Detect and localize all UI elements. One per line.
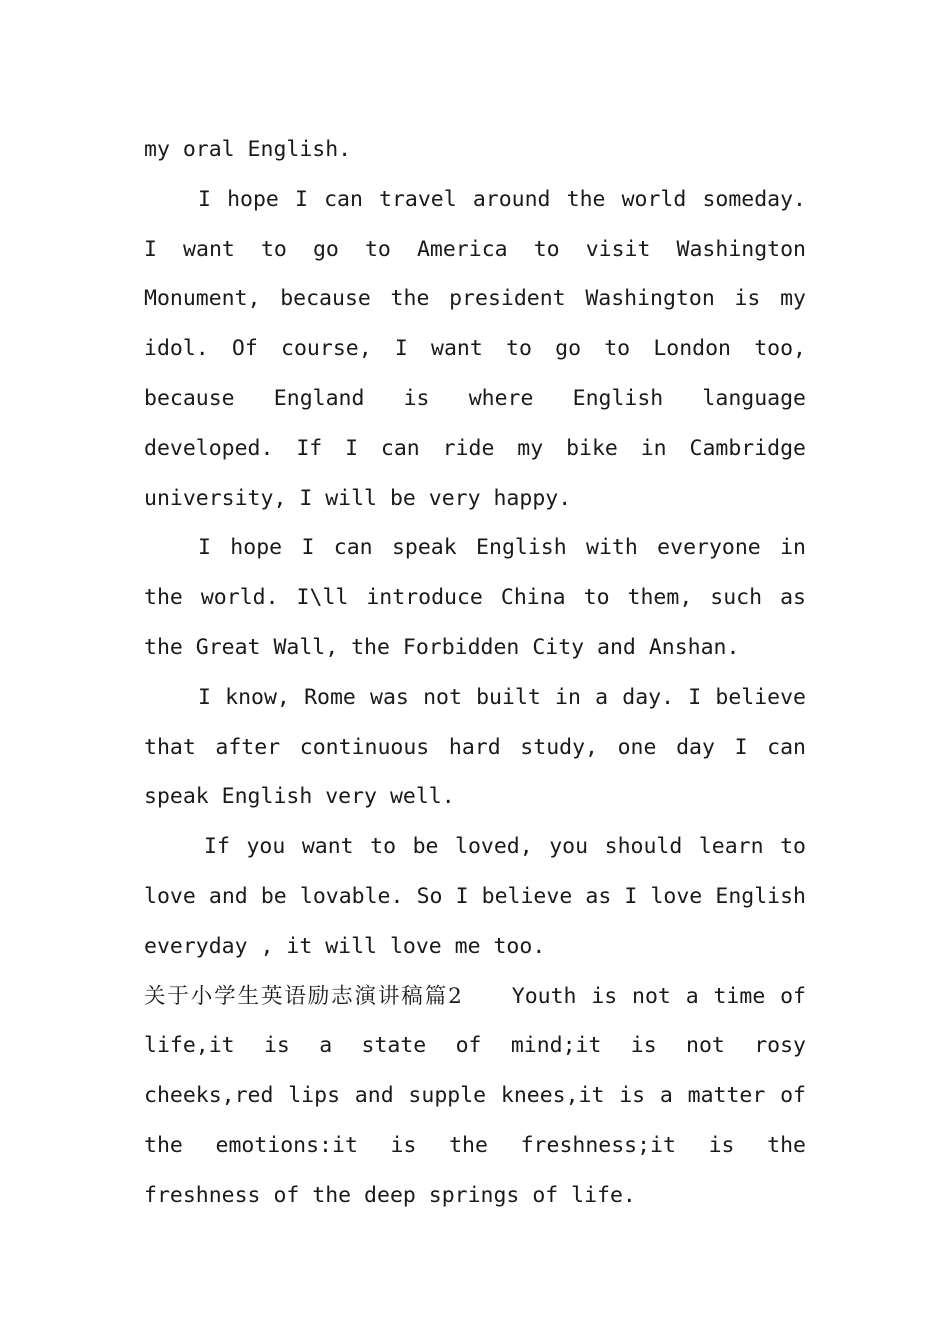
paragraph-travel: I hope I can travel around the world someday. I want to go to America to visit Washington Monument, because the president Washington is my idol. Of course, I want to go to London too, because England is where English language developed. If I can ride my bike in Cambridge university, I will be very happy. (144, 186, 806, 511)
paragraph-continuation: my oral English. (144, 137, 352, 162)
paragraph-loved: If you want to be loved, you should learn to love and be lovable. So I believe as I love English everyday , it will love me too. (144, 834, 806, 959)
paragraph-rome: I know, Rome was not built in a day. I believe that after continuous hard study, one day I can speak English very well. (144, 684, 806, 810)
paragraph-section-2 (144, 972, 806, 1221)
document-body (144, 125, 806, 1221)
section-body: Youth is not a time of life,it is a state of mind;it is not rosy cheeks,red lips and supple knees,it is a matter of the emotions:it is the freshness;it is the freshness of the deep springs of life. (144, 983, 806, 1208)
paragraph-speak-english: I hope I can speak English with everyone in the world. I\ll introduce China to them, such as the Great Wall, the Forbidden City and Anshan. (144, 535, 806, 660)
section-heading: 关于小学生英语励志演讲稿篇2 (144, 983, 462, 1009)
